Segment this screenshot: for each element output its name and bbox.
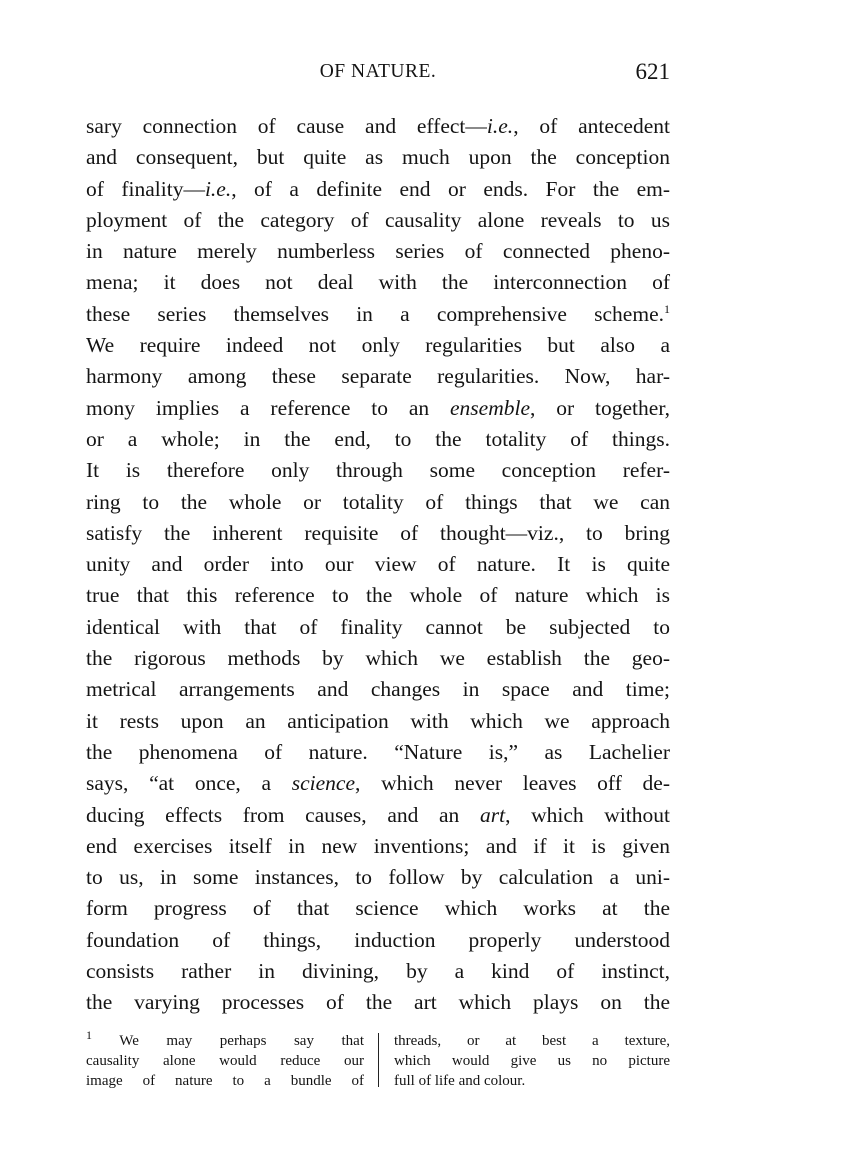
page-number: 621 bbox=[635, 59, 670, 84]
running-head bbox=[86, 59, 670, 87]
text-line: form progress of that science which works at the bbox=[86, 896, 670, 921]
text-line: consists rather in divining, by a kind of instinct, bbox=[86, 959, 670, 984]
text-line: identical with that of finality cannot be subjected to bbox=[86, 614, 670, 639]
text-line: satisfy the inherent requisite of thought—viz., to bring bbox=[86, 520, 670, 545]
text-line: harmony among these separate regularities. Now, har- bbox=[86, 364, 670, 389]
footnote-line: image of nature to a bundle of bbox=[86, 1073, 364, 1089]
text-line: the varying processes of the art which plays on the bbox=[86, 990, 670, 1015]
text-line: end exercises itself in new inventions; and if it is given bbox=[86, 833, 670, 858]
text-line: these series themselves in a comprehensive scheme.$^1$ bbox=[86, 301, 670, 326]
text-line: mena; it does not deal with the interconnection of bbox=[86, 270, 670, 295]
text-line: it rests upon an anticipation with which we approach bbox=[86, 708, 670, 733]
footnote-marker: 1 bbox=[86, 1028, 92, 1042]
text-line: true that this reference to the whole of nature which is bbox=[86, 583, 670, 608]
text-line: We require indeed not only regularities but also a bbox=[86, 333, 670, 358]
text-line: foundation of things, induction properly understood bbox=[86, 927, 670, 952]
footnote-column-divider bbox=[378, 1033, 379, 1087]
running-title: OF NATURE. bbox=[319, 61, 437, 82]
text-line: says, “at once, a science, which never leaves off de- bbox=[86, 771, 671, 796]
text-line: the rigorous methods by which we establish the geo- bbox=[86, 646, 670, 671]
footnote-line: threads, or at best a texture, bbox=[394, 1033, 670, 1049]
text-line: in nature merely numberless series of connected pheno- bbox=[86, 239, 670, 264]
text-line: ducing effects from causes, and an art, which without bbox=[86, 802, 670, 827]
footnote-line: which would give us no picture bbox=[394, 1053, 670, 1069]
footnote-line: full of life and colour. bbox=[394, 1073, 526, 1089]
footnote-reference: 1 bbox=[664, 301, 670, 316]
text-line: sary connection of cause and effect—i.e., of antecedent bbox=[86, 114, 670, 138]
footnote bbox=[86, 1028, 670, 1091]
text-line: to us, in some instances, to follow by calculation a uni- bbox=[86, 865, 670, 890]
footnote-line: $^1$ We may perhaps say that bbox=[86, 1028, 364, 1049]
footnote-column-left bbox=[86, 1028, 364, 1091]
text-line: mony implies a reference to an ensemble, or together, bbox=[86, 395, 670, 420]
text-line: ring to the whole or totality of things that we can bbox=[86, 489, 670, 514]
text-line: It is therefore only through some conception refer- bbox=[86, 458, 670, 483]
text-line: metrical arrangements and changes in space and time; bbox=[86, 677, 670, 702]
body-text bbox=[86, 111, 670, 1019]
text-line: of finality—i.e., of a definite end or ends. For the em- bbox=[86, 176, 670, 201]
text-line: or a whole; in the end, to the totality of things. bbox=[86, 426, 670, 451]
footnote-line: causality alone would reduce our bbox=[86, 1053, 364, 1069]
text-line: ployment of the category of causality alone reveals to us bbox=[86, 207, 670, 232]
text-line: the phenomena of nature. “Nature is,” as Lachelier bbox=[86, 739, 670, 764]
text-line: unity and order into our view of nature. It is quite bbox=[86, 552, 670, 577]
footnote-column-right bbox=[394, 1031, 670, 1091]
text-line: and consequent, but quite as much upon the conception bbox=[86, 145, 670, 170]
